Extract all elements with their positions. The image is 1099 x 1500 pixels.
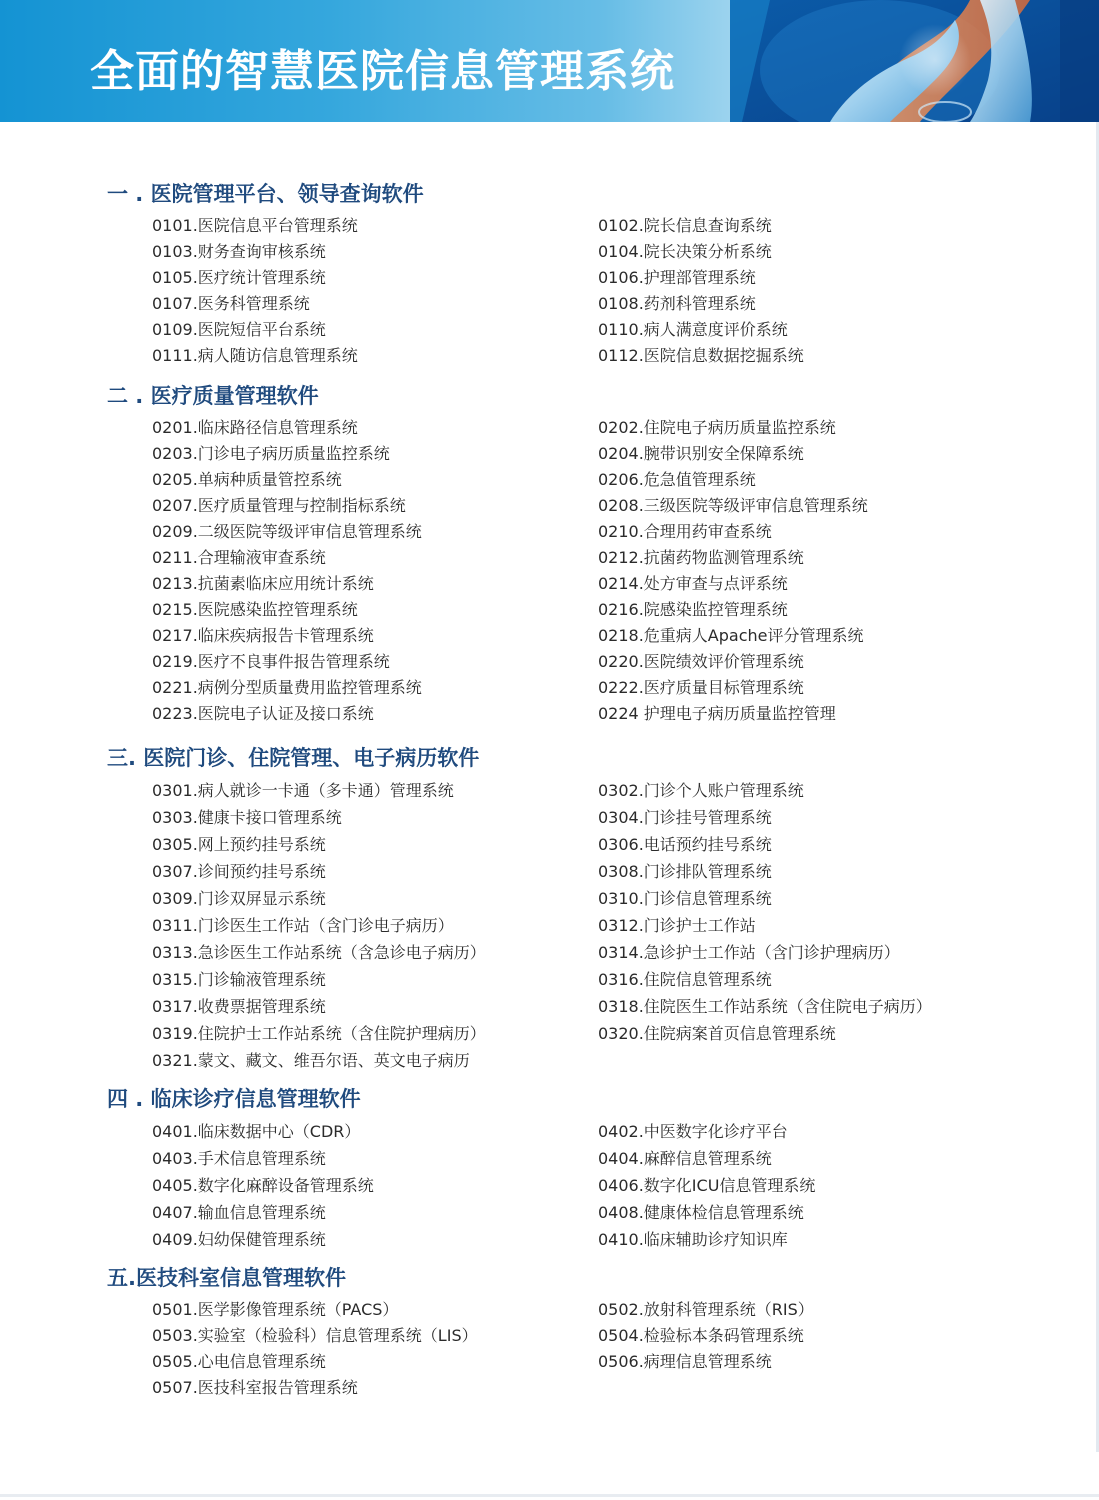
list-item: 0304.门诊挂号管理系统 [598,808,772,827]
list-item: 0102.院长信息查询系统 [598,216,772,235]
list-item: 0214.处方审查与点评系统 [598,574,788,593]
list-item: 0318.住院医生工作站系统（含住院电子病历） [598,997,932,1016]
list-item: 0111.病人随访信息管理系统 [152,346,358,365]
list-item: 0320.住院病案首页信息管理系统 [598,1024,836,1043]
list-item: 0409.妇幼保健管理系统 [152,1230,326,1249]
section-title: 五.医技科室信息管理软件 [107,1266,346,1290]
list-item: 0309.门诊双屏显示系统 [152,889,326,908]
list-item: 0312.门诊护士工作站 [598,916,756,935]
list-item: 0207.医疗质量管理与控制指标系统 [152,496,406,515]
list-item: 0406.数字化ICU信息管理系统 [598,1176,816,1195]
list-item: 0302.门诊个人账户管理系统 [598,781,804,800]
list-item: 0319.住院护士工作站系统（含住院护理病历） [152,1024,486,1043]
list-item: 0109.医院短信平台系统 [152,320,326,339]
list-item: 0407.输血信息管理系统 [152,1203,326,1222]
list-item: 0321.蒙文、藏文、维吾尔语、英文电子病历 [152,1051,470,1070]
list-item: 0502.放射科管理系统（RIS） [598,1300,814,1319]
list-item: 0408.健康体检信息管理系统 [598,1203,804,1222]
list-item: 0219.医疗不良事件报告管理系统 [152,652,390,671]
list-item: 0210.合理用药审查系统 [598,522,772,541]
list-item: 0101.医院信息平台管理系统 [152,216,358,235]
list-item: 0206.危急值管理系统 [598,470,756,489]
list-item: 0215.医院感染监控管理系统 [152,600,358,619]
list-item: 0107.医务科管理系统 [152,294,310,313]
list-item: 0308.门诊排队管理系统 [598,862,772,881]
page-title: 全面的智慧医院信息管理系统 [90,46,675,97]
list-item: 0307.诊间预约挂号系统 [152,862,326,881]
list-item: 0212.抗菌药物监测管理系统 [598,548,804,567]
list-item: 0213.抗菌素临床应用统计系统 [152,574,374,593]
list-item: 0506.病理信息管理系统 [598,1352,772,1371]
section-title: 一 . 医院管理平台、领导查询软件 [107,182,424,206]
bottom-divider [0,1494,1099,1497]
list-item: 0202.住院电子病历质量监控系统 [598,418,836,437]
section-title: 二 . 医疗质量管理软件 [107,384,319,408]
list-item: 0218.危重病人Apache评分管理系统 [598,626,864,645]
list-item: 0313.急诊医生工作站系统（含急诊电子病历） [152,943,486,962]
list-item: 0106.护理部管理系统 [598,268,756,287]
list-item: 0405.数字化麻醉设备管理系统 [152,1176,374,1195]
list-item: 0216.院感染监控管理系统 [598,600,788,619]
list-item: 0201.临床路径信息管理系统 [152,418,358,437]
list-item: 0105.医疗统计管理系统 [152,268,326,287]
list-item: 0104.院长决策分析系统 [598,242,772,261]
section-title: 三. 医院门诊、住院管理、电子病历软件 [107,746,480,770]
list-item: 0223.医院电子认证及接口系统 [152,704,374,723]
list-item: 0205.单病种质量管控系统 [152,470,342,489]
list-item: 0224 护理电子病历质量监控管理 [598,704,836,723]
list-item: 0404.麻醉信息管理系统 [598,1149,772,1168]
list-item: 0217.临床疾病报告卡管理系统 [152,626,374,645]
list-item: 0315.门诊输液管理系统 [152,970,326,989]
list-item: 0317.收费票据管理系统 [152,997,326,1016]
list-item: 0503.实验室（检验科）信息管理系统（LIS） [152,1326,478,1345]
list-item: 0306.电话预约挂号系统 [598,835,772,854]
list-item: 0314.急诊护士工作站（含门诊护理病历） [598,943,900,962]
list-item: 0204.腕带识别安全保障系统 [598,444,804,463]
list-item: 0209.二级医院等级评审信息管理系统 [152,522,422,541]
section-title: 四 . 临床诊疗信息管理软件 [107,1087,361,1111]
list-item: 0507.医技科室报告管理系统 [152,1378,358,1397]
list-item: 0310.门诊信息管理系统 [598,889,772,908]
list-item: 0316.住院信息管理系统 [598,970,772,989]
list-item: 0303.健康卡接口管理系统 [152,808,342,827]
list-item: 0311.门诊医生工作站（含门诊电子病历） [152,916,454,935]
list-item: 0501.医学影像管理系统（PACS） [152,1300,399,1319]
list-item: 0222.医疗质量目标管理系统 [598,678,804,697]
list-item: 0108.药剂科管理系统 [598,294,756,313]
list-item: 0505.心电信息管理系统 [152,1352,326,1371]
list-item: 0504.检验标本条码管理系统 [598,1326,804,1345]
list-item: 0220.医院绩效评价管理系统 [598,652,804,671]
list-item: 0221.病例分型质量费用监控管理系统 [152,678,422,697]
list-item: 0112.医院信息数据挖掘系统 [598,346,804,365]
list-item: 0208.三级医院等级评审信息管理系统 [598,496,868,515]
list-item: 0211.合理输液审查系统 [152,548,326,567]
list-item: 0103.财务查询审核系统 [152,242,326,261]
list-item: 0301.病人就诊一卡通（多卡通）管理系统 [152,781,454,800]
list-item: 0402.中医数字化诊疗平台 [598,1122,788,1141]
list-item: 0203.门诊电子病历质量监控系统 [152,444,390,463]
list-item: 0410.临床辅助诊疗知识库 [598,1230,788,1249]
list-item: 0110.病人满意度评价系统 [598,320,788,339]
list-item: 0403.手术信息管理系统 [152,1149,326,1168]
list-item: 0401.临床数据中心（CDR） [152,1122,361,1141]
list-item: 0305.网上预约挂号系统 [152,835,326,854]
